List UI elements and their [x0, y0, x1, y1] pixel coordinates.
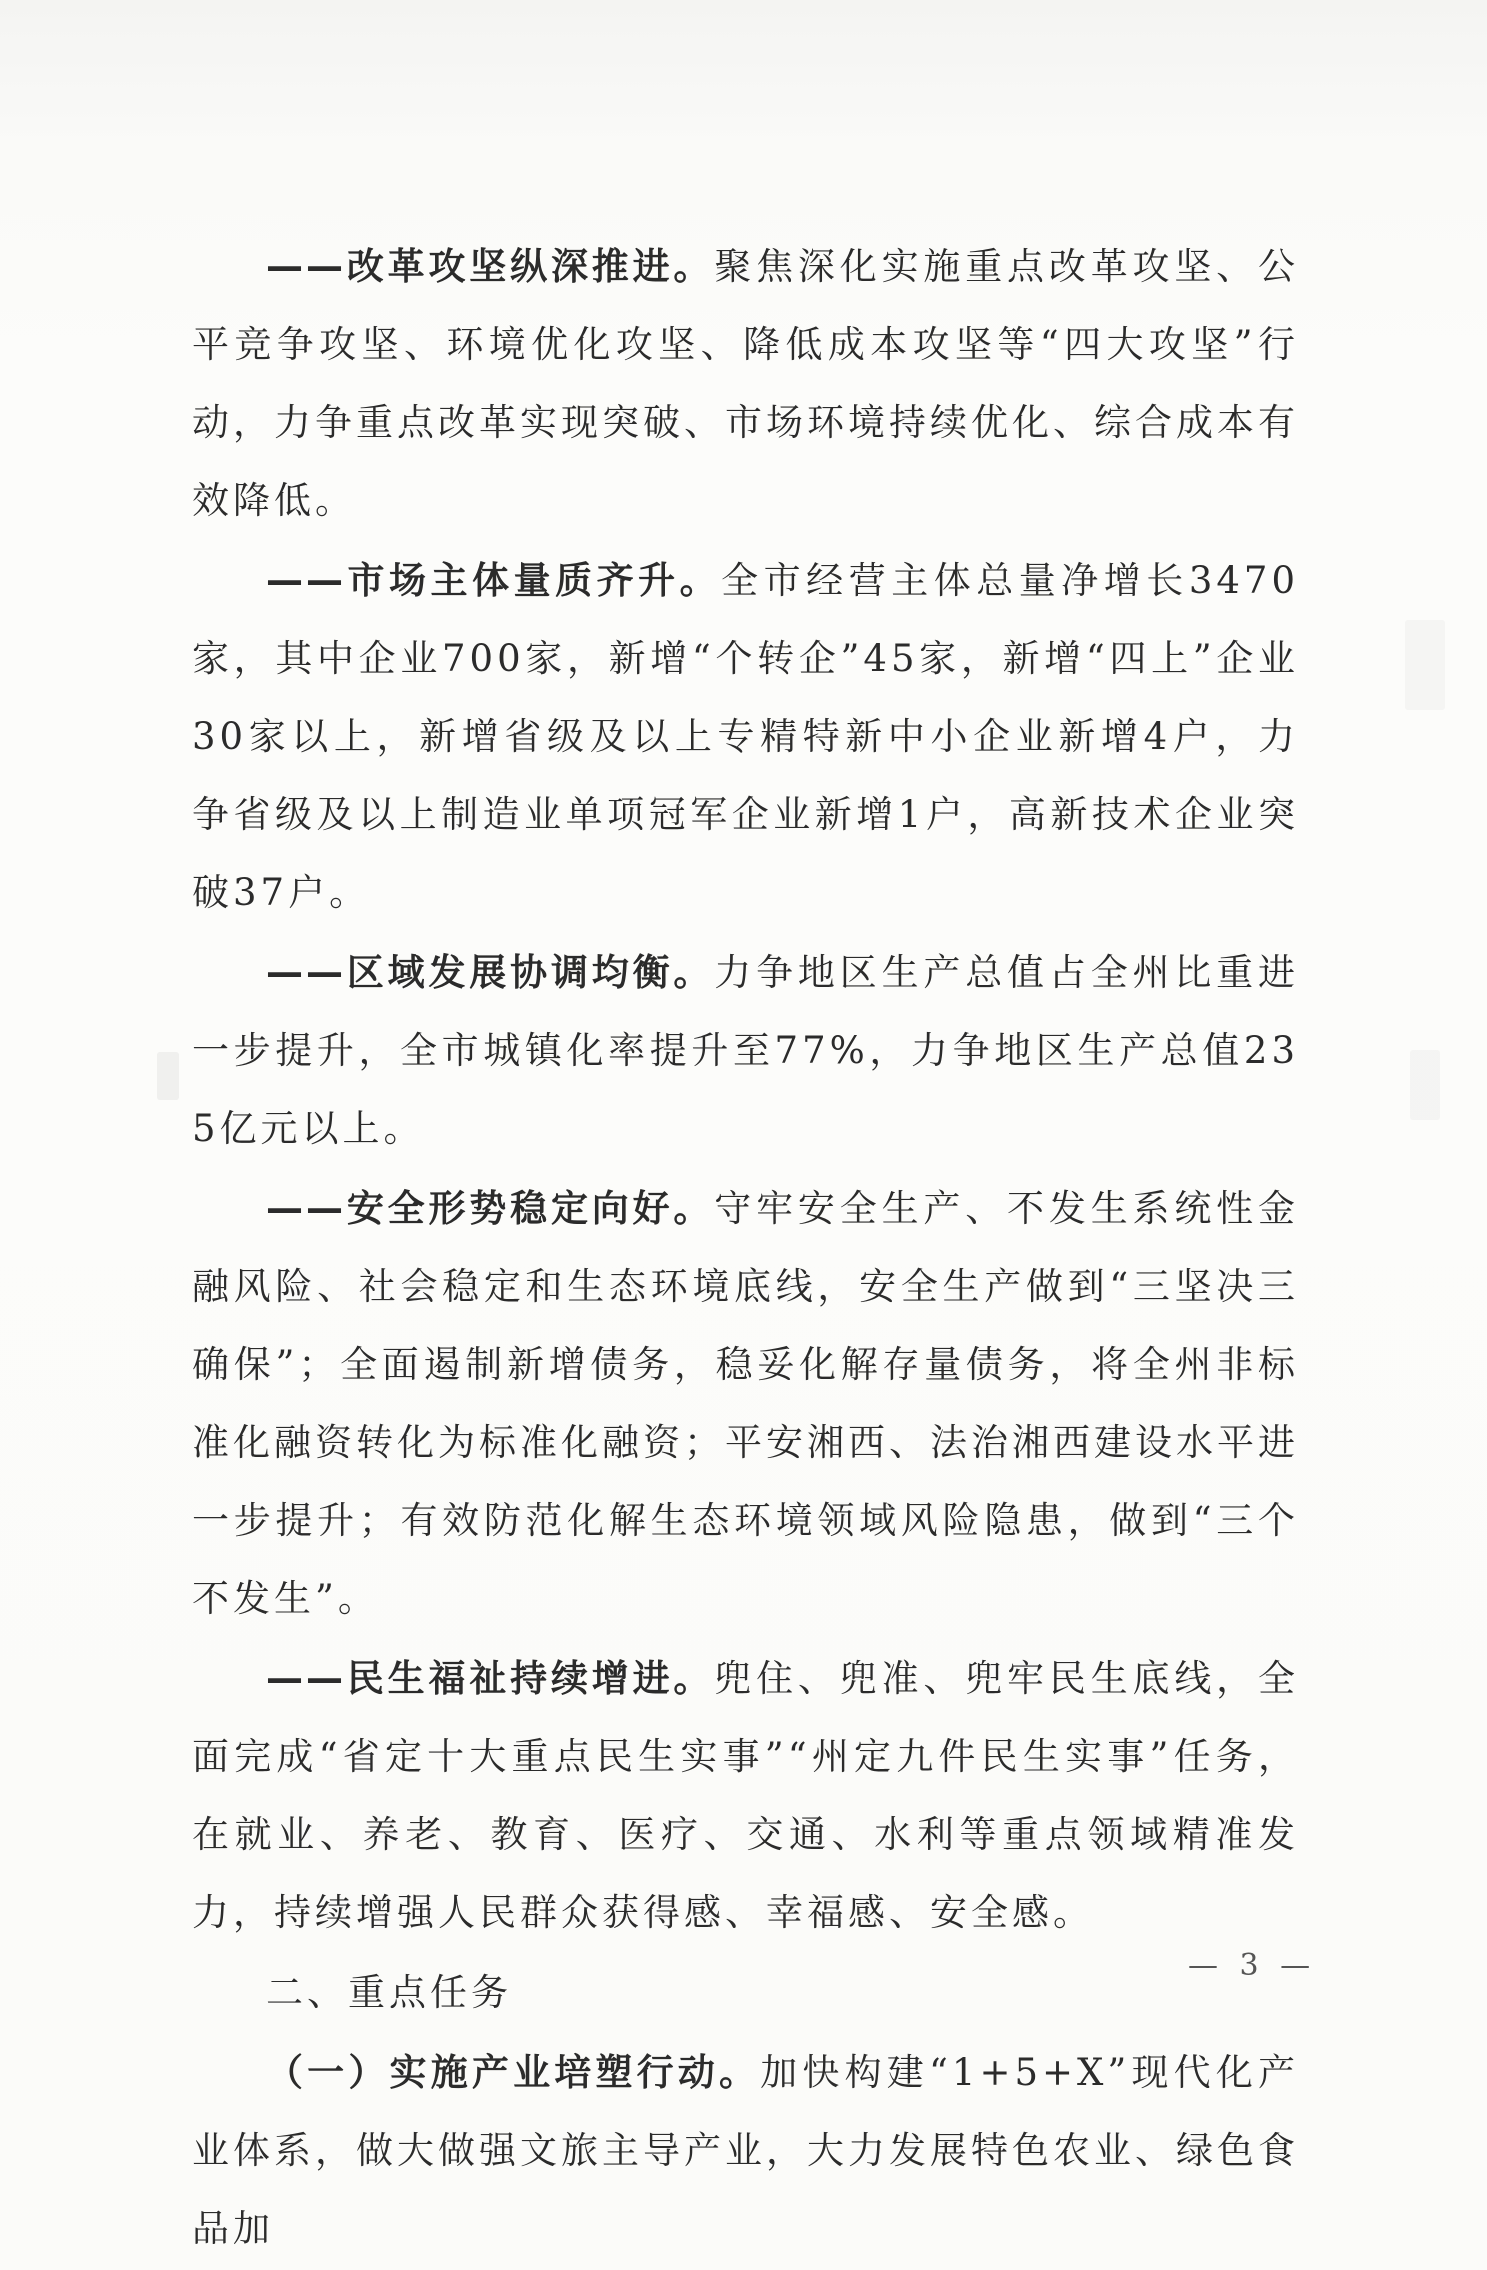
paragraph-text: 加快构建“1+5+X”现代化产业体系，做大做强文旅主导产业，大力发展特色农业、绿色食品加	[192, 2051, 1300, 2250]
scan-artifact	[157, 1052, 179, 1100]
goal-paragraph-safety	[192, 1170, 1299, 1638]
paragraph-text: 兜住、兜准、兜牢民生底线，全面完成“省定十大重点民生实事”“州定九件民生实事”任务，在就业、养老、教育、医疗、交通、水利等重点领域精准发力，持续增强人民群众获得感、幸福感、安全感。	[192, 1657, 1300, 1934]
paragraph-text: 守牢安全生产、不发生系统性金融风险、社会稳定和生态环境底线，安全生产做到“三坚决三确保”；全面遏制新增债务，稳妥化解存量债务，将全州非标准化融资转化为标准化融资；平安湘西、法治湘西建设水平进一步提升；有效防范化解生态环境领域风险隐患，做到“三个不发生”。	[192, 1187, 1300, 1620]
paragraph-text: 力争地区生产总值占全州比重进一步提升，全市城镇化率提升至77%，力争地区生产总值235亿元以上。	[192, 951, 1300, 1150]
section-heading: 二、重点任务	[266, 1971, 512, 2014]
paragraph-text: 全市经营主体总量净增长3470家，其中企业700家，新增“个转企”45家，新增“四上”企业30家以上，新增省级及以上专精特新中小企业新增4户，力争省级及以上制造业单项冠军企业新增1户，高新技术企业突破37户。	[192, 559, 1299, 914]
paragraph-lead: ——区域发展协调均衡。	[266, 951, 715, 994]
paragraph-lead: ——市场主体量质齐升。	[266, 559, 722, 602]
paragraph-lead: ——安全形势稳定向好。	[266, 1187, 715, 1230]
task-paragraph-industry	[192, 2034, 1299, 2268]
goal-paragraph-region	[192, 934, 1299, 1168]
paragraph-text: 聚焦深化实施重点改革攻坚、公平竞争攻坚、环境优化攻坚、降低成本攻坚等“四大攻坚”行动，力争重点改革实现突破、市场环境持续优化、综合成本有效降低。	[192, 245, 1300, 522]
page-number: — 3 —	[1188, 1948, 1317, 1983]
paragraph-lead: ——民生福祉持续增进。	[266, 1657, 715, 1700]
scan-artifact	[1405, 620, 1445, 710]
goal-paragraph-market	[192, 542, 1299, 932]
document-body	[192, 228, 1299, 2270]
goal-paragraph-reform	[192, 228, 1299, 540]
paragraph-lead: ——改革攻坚纵深推进。	[266, 245, 715, 288]
goal-paragraph-livelihood	[192, 1640, 1299, 1952]
scan-artifact	[1410, 1050, 1440, 1120]
paragraph-lead: （一）实施产业培塑行动。	[266, 2051, 761, 2094]
